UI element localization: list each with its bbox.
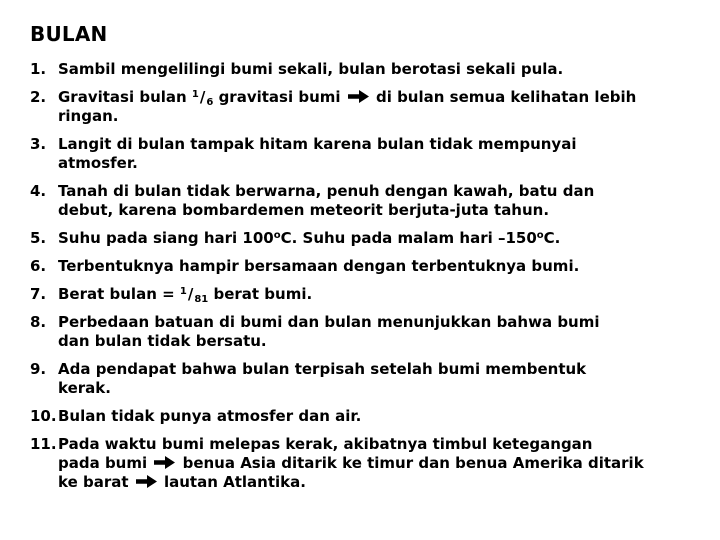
degree-mark: o bbox=[273, 230, 281, 241]
item-text: Gravitasi bulan bbox=[58, 88, 192, 106]
item-text: C. bbox=[543, 229, 561, 247]
item-number: 5. bbox=[30, 229, 47, 247]
item-text: Bulan tidak punya atmosfer dan air. bbox=[58, 407, 362, 425]
item-text: pada bumi bbox=[58, 454, 153, 472]
item-text: dan bulan tidak bersatu. bbox=[58, 332, 267, 350]
list-item-11 bbox=[30, 435, 714, 492]
right-arrow-icon bbox=[154, 456, 175, 469]
item-number: 3. bbox=[30, 135, 47, 153]
item-text: Sambil mengelilingi bumi sekali, bulan berotasi sekali pula. bbox=[58, 60, 564, 78]
item-number: 1. bbox=[30, 60, 47, 78]
right-arrow-icon bbox=[348, 90, 369, 103]
item-number: 6. bbox=[30, 257, 47, 275]
list-item-2 bbox=[30, 88, 714, 126]
item-text: Perbedaan batuan di bumi dan bulan menunjukkan bahwa bumi bbox=[58, 313, 600, 331]
list-item-6 bbox=[30, 257, 714, 276]
item-text: Langit di bulan tampak hitam karena bulan tidak mempunyai bbox=[58, 135, 577, 153]
item-text: debut, karena bombardemen meteorit berjuta-juta tahun. bbox=[58, 201, 550, 219]
fraction-numerator: 1 bbox=[191, 89, 199, 100]
item-number: 4. bbox=[30, 182, 47, 200]
item-text: kerak. bbox=[58, 379, 111, 397]
item-number: 10. bbox=[30, 407, 57, 425]
item-number: 2. bbox=[30, 88, 47, 106]
item-text: ringan. bbox=[58, 107, 119, 125]
fraction-one-eightyone: $^1/_{81}$ bbox=[179, 285, 209, 305]
item-text: Suhu pada siang hari 100 bbox=[58, 229, 274, 247]
degree-mark: o bbox=[536, 230, 544, 241]
list-item-5 bbox=[30, 229, 714, 248]
facts-list bbox=[30, 60, 714, 501]
item-text: berat bumi. bbox=[208, 285, 313, 303]
fraction-numerator: 1 bbox=[179, 286, 187, 297]
item-text: Berat bulan = bbox=[58, 285, 180, 303]
item-text: di bulan semua kelihatan lebih bbox=[370, 88, 637, 106]
item-line bbox=[58, 285, 714, 304]
list-item-4 bbox=[30, 182, 714, 220]
item-text: Tanah di bulan tidak berwarna, penuh dengan kawah, batu dan bbox=[58, 182, 595, 200]
fraction-denominator: 6 bbox=[206, 97, 214, 108]
item-line bbox=[58, 454, 714, 473]
list-item-10 bbox=[30, 407, 714, 426]
item-text: lautan Atlantika. bbox=[158, 473, 306, 491]
item-text: atmosfer. bbox=[58, 154, 138, 172]
item-number: 9. bbox=[30, 360, 47, 378]
item-number: 7. bbox=[30, 285, 47, 303]
fraction-one-sixth: $^1/_6$ bbox=[191, 88, 214, 108]
item-text: C. Suhu pada malam hari –150 bbox=[280, 229, 537, 247]
item-line bbox=[58, 229, 714, 248]
item-text: Terbentuknya hampir bersamaan dengan terbentuknya bumi. bbox=[58, 257, 580, 275]
right-arrow-icon bbox=[136, 475, 157, 488]
item-text: gravitasi bumi bbox=[213, 88, 346, 106]
item-line bbox=[58, 88, 714, 107]
list-item-9 bbox=[30, 360, 714, 398]
item-number: 11. bbox=[30, 435, 57, 453]
item-text: Pada waktu bumi melepas kerak, akibatnya timbul ketegangan bbox=[58, 435, 593, 453]
list-item-7 bbox=[30, 285, 714, 304]
item-text: Ada pendapat bahwa bulan terpisah setelah bumi membentuk bbox=[58, 360, 587, 378]
list-item-3 bbox=[30, 135, 714, 173]
fraction-denominator: 81 bbox=[194, 294, 209, 305]
item-text: ke barat bbox=[58, 473, 134, 491]
list-item-8 bbox=[30, 313, 714, 351]
item-text: benua Asia ditarik ke timur dan benua Amerika ditarik bbox=[177, 454, 644, 472]
item-line bbox=[58, 473, 714, 492]
list-item-1 bbox=[30, 60, 714, 79]
item-number: 8. bbox=[30, 313, 47, 331]
page-title: BULAN bbox=[30, 22, 108, 46]
